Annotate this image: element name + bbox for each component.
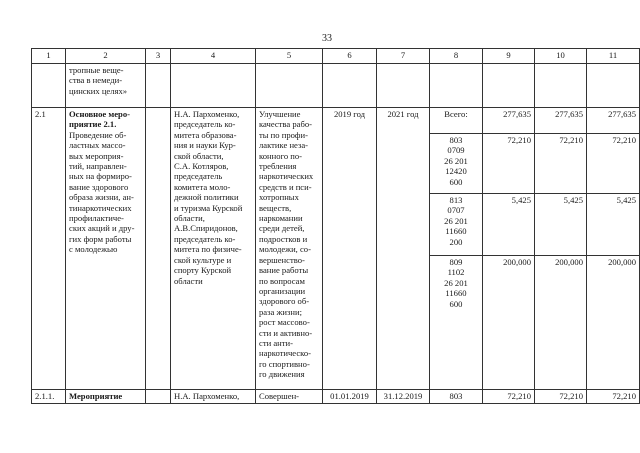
budget-value: 200,000	[587, 256, 640, 390]
budget-value: 72,210	[483, 390, 535, 404]
continuation-text: тропные веще- ства в немеди- цинских целях»	[66, 64, 146, 108]
col-header: 6	[323, 49, 377, 64]
expected-result: Улучшение качества рабо- ты по профи- лактике неза- конного по- требления наркотических средств и пси- хотропных веществ, наркомании среди детей, подростков и молодежи, со- вершенство- вание работы по вопросам организации здорового об- раза жизни; рост массово- сти и активно- сти анти- наркотическо- го спортивно- го движения	[256, 108, 323, 390]
start-date: 01.01.2019	[323, 390, 377, 404]
table-row	[32, 390, 640, 404]
col-header: 1	[32, 49, 66, 64]
budget-value: 72,210	[535, 390, 587, 404]
col-header: 2	[66, 49, 146, 64]
end-date: 31.12.2019	[377, 390, 430, 404]
measure-title: Мероприятие	[69, 391, 123, 401]
budget-value: 200,000	[483, 256, 535, 390]
col-header: 5	[256, 49, 323, 64]
continuation-row	[32, 64, 640, 108]
measure-description: Проведение об- ластных массо- вых мероприя- тий, направлен- ных на формиро- вание здорового образа жизни, ан- тинаркотических профилактиче- ских акций и дру- гих форм работы с молодежью	[69, 129, 135, 255]
budget-value: 5,425	[535, 194, 587, 256]
page-number: 33	[322, 33, 332, 44]
expected-result: Совершен-	[256, 390, 323, 404]
start-date: 2019 год	[323, 108, 377, 390]
budget-value: 277,635	[535, 108, 587, 134]
budget-value: 200,000	[535, 256, 587, 390]
executors: Н.А. Пархоменко, председатель ко- митета образова- ния и науки Кур- ской области, С.А. Котляров, председатель комитета моло- дежной политики и туризма Курской области, А.В.Спиридонов, председатель ко- митета по физиче- ской культуре и спорту Курской области	[171, 108, 256, 390]
col-header: 10	[535, 49, 587, 64]
end-date: 2021 год	[377, 108, 430, 390]
measure-cell	[66, 390, 146, 404]
budget-value: 277,635	[587, 108, 640, 134]
col-header: 8	[430, 49, 483, 64]
budget-code: 813 0707 26 201 11660 200	[430, 194, 483, 256]
executors: Н.А. Пархоменко,	[171, 390, 256, 404]
measure-title: Основное меро- приятие 2.1.	[69, 109, 130, 130]
col-header: 7	[377, 49, 430, 64]
budget-value: 72,210	[483, 134, 535, 194]
budget-value: 72,210	[535, 134, 587, 194]
col-header: 4	[171, 49, 256, 64]
budget-code: 803 0709 26 201 12420 600	[430, 134, 483, 194]
row-number: 2.1	[32, 108, 66, 390]
program-table	[31, 48, 640, 404]
measure-cell	[66, 108, 146, 390]
budget-value: 72,210	[587, 134, 640, 194]
col-header: 9	[483, 49, 535, 64]
row-number: 2.1.1.	[32, 390, 66, 404]
table-row	[32, 108, 640, 134]
budget-code: 809 1102 26 201 11660 600	[430, 256, 483, 390]
col-header: 3	[146, 49, 171, 64]
budget-code: 803	[430, 390, 483, 404]
budget-code: Всего:	[430, 108, 483, 134]
budget-value: 277,635	[483, 108, 535, 134]
budget-value: 5,425	[483, 194, 535, 256]
column-number-row	[32, 49, 640, 64]
budget-value: 72,210	[587, 390, 640, 404]
col-header: 11	[587, 49, 640, 64]
budget-value: 5,425	[587, 194, 640, 256]
